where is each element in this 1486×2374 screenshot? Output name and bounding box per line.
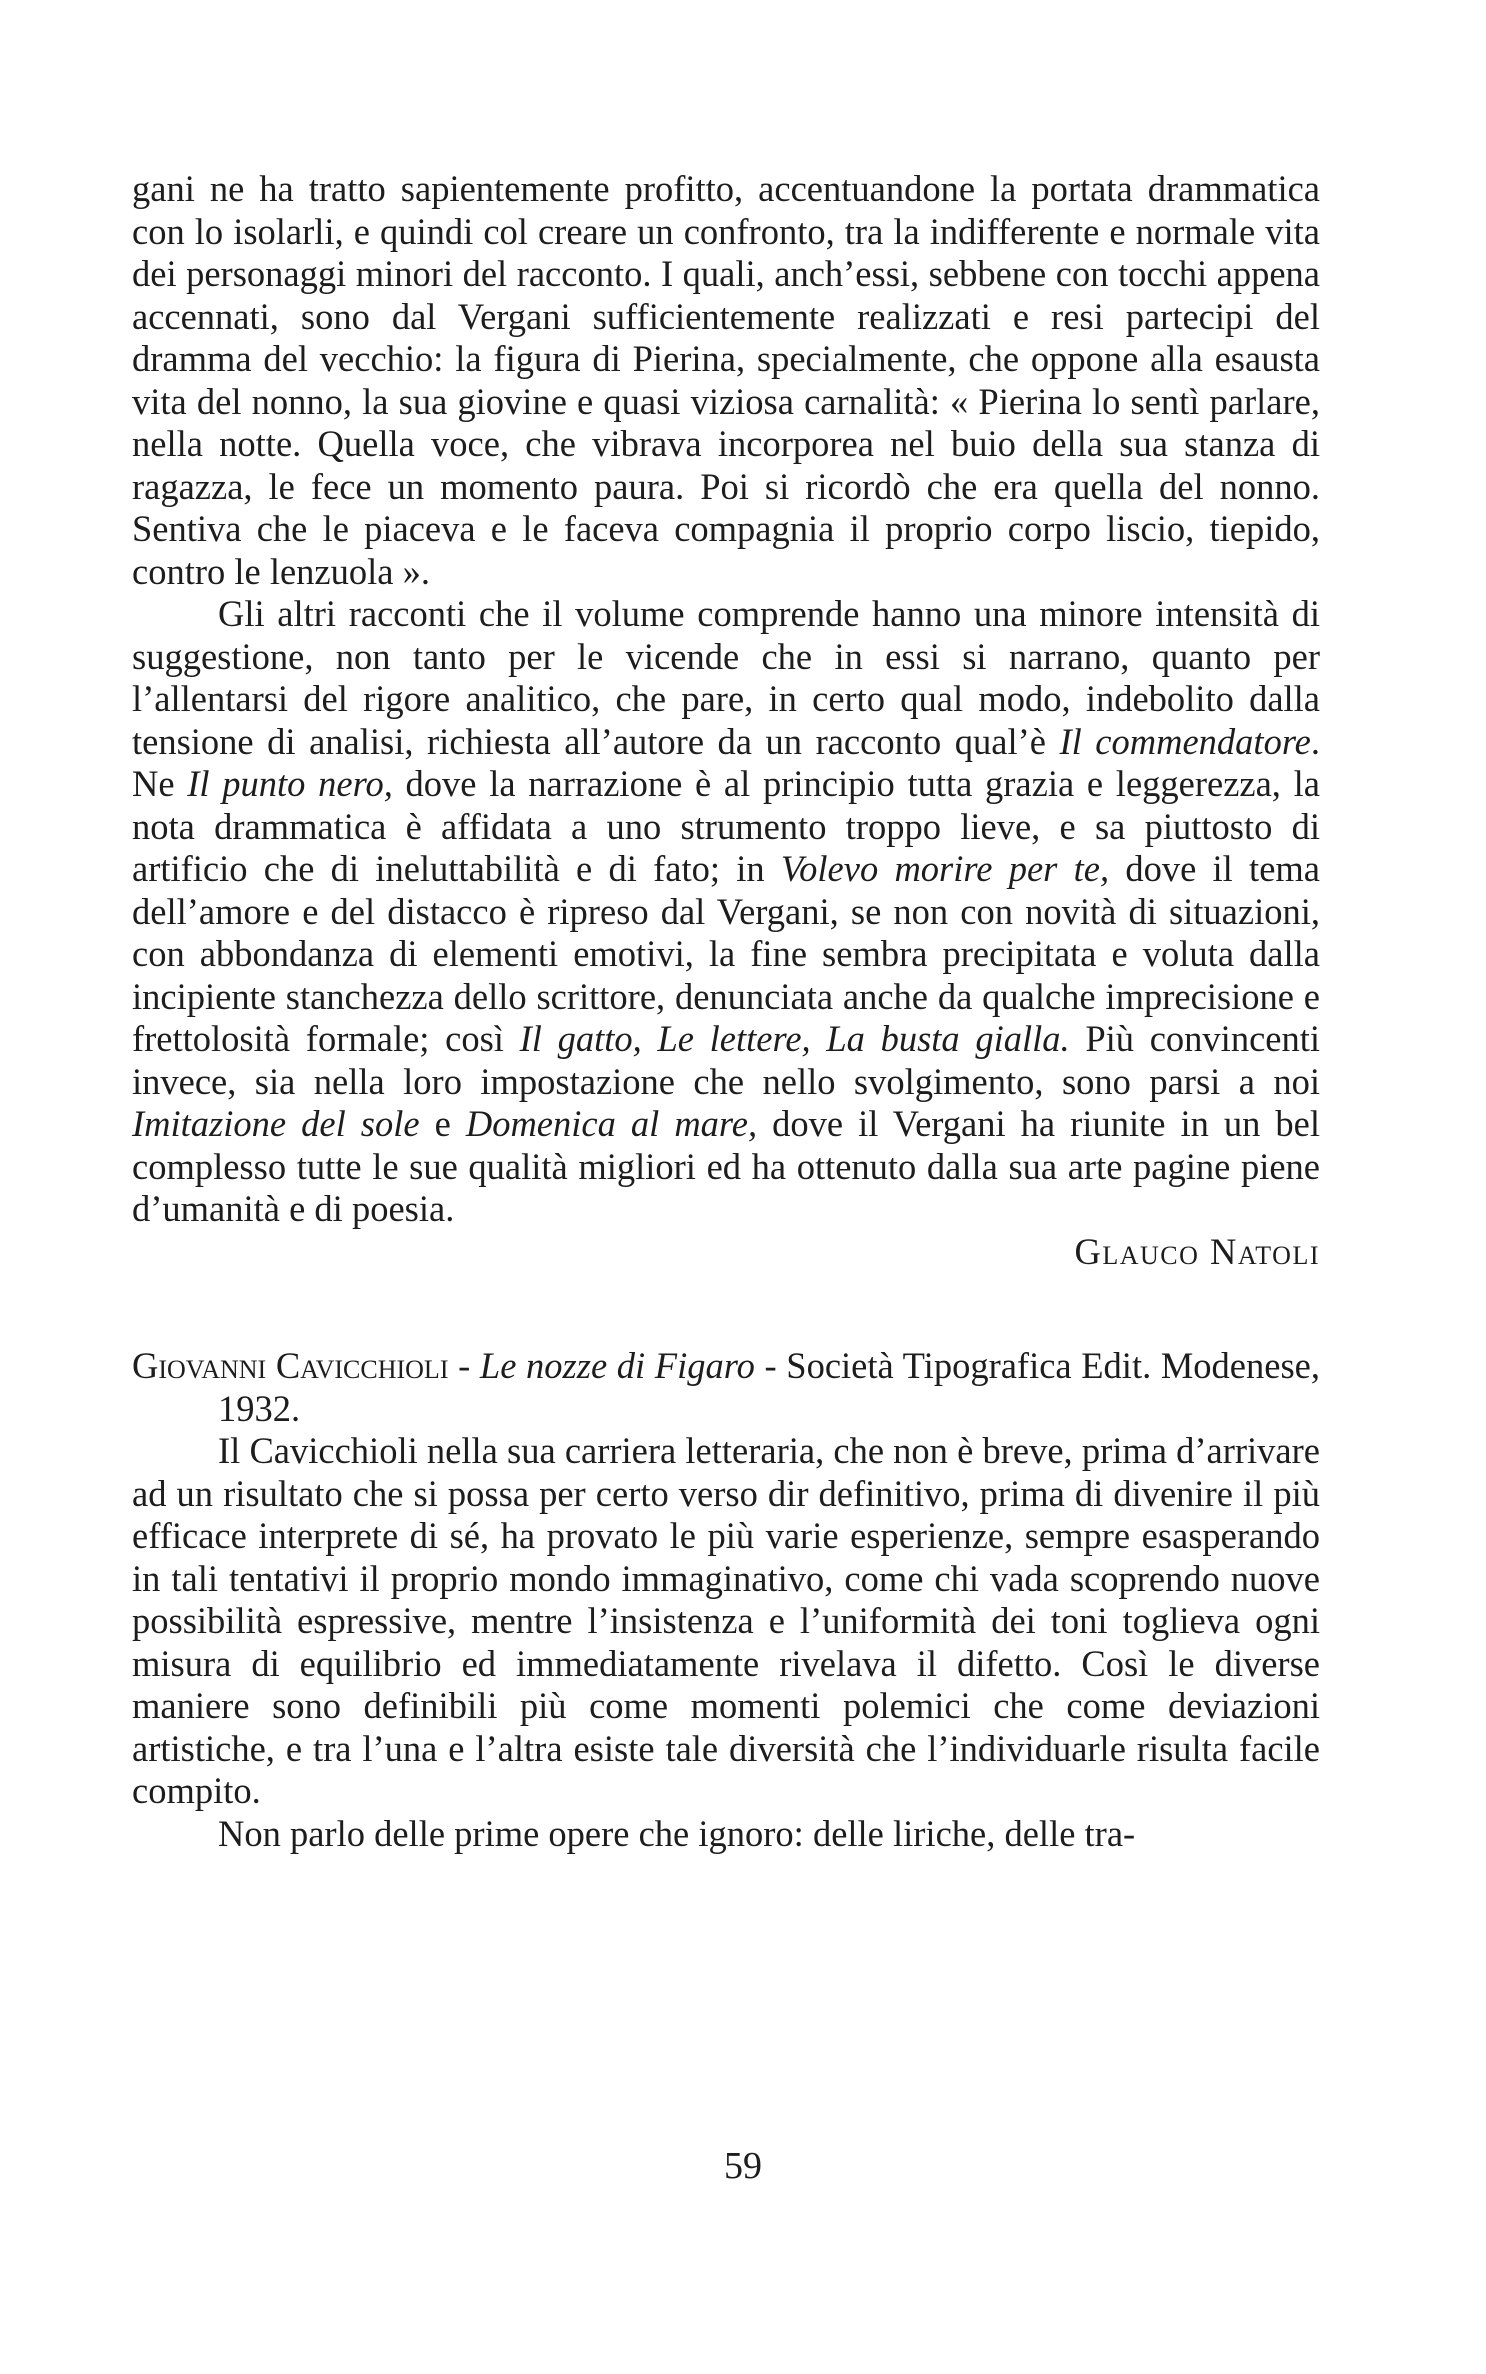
page-number: 59	[724, 2145, 762, 2187]
text-run: gani ne ha tratto sapientemente profitto, accentuandone la portata drammatica con lo isolarli, e quindi col creare un confronto, tra la indifferente e normale vita dei personaggi minori del racconto. I quali, anch’essi, sebbene con tocchi appena accennati, sono dal Vergani sufficientemente realizzati e resi partecipi del dramma del vecchio: la figura di Pierina, specialmente, che oppone alla esausta vita del nonno, la sua giovine e quasi viziosa carnalità: « Pierina lo sentì parlare, nella notte. Quella voce, che vibrava incorporea nel buio della sua stanza di ragazza, le fece un momento paura. Poi si ricordò che era quella del nonno. Sentiva che le piaceva e le faceva compagnia il proprio corpo liscio, tiepido, contro le lenzuola ».	[132, 168, 1320, 592]
book-title: Il commendatore	[1059, 720, 1311, 762]
separator: -	[754, 1345, 787, 1386]
book-title: Domenica al mare,	[465, 1103, 758, 1144]
review-cavicchioli	[132, 1345, 1320, 1855]
book-publisher: Società Tipografica Edit. Modenese, 1932.	[218, 1345, 1320, 1429]
section-gap	[132, 1273, 1320, 1345]
text-run: dove il Vergani ha riunite in un bel complesso tutte le sue qualità migliori ed ha ottenuto dalla sua arte pagine piene d’umanità e di poesia.	[132, 1103, 1321, 1229]
page-body	[132, 168, 1320, 1855]
text-run: dove la narrazione è al principio tutta grazia e leggerezza, la nota drammatica è affidata a uno strumento troppo lieve, e sa piuttosto di artificio che di ineluttabilità e di fato; in	[132, 763, 1320, 889]
text-run: Più convincenti invece, sia nella loro impostazione che nello svolgimento, sono parsi a noi	[132, 1018, 1320, 1102]
review-vergani	[132, 168, 1320, 1273]
text-run: dove il tema dell’amore e del distacco è ripreso dal Vergani, se non con novità di situazioni, con abbondanza di elementi emotivi, la fine sembra precipitata e voluta dalla incipiente stanchezza dello scrittore, denunciata anche da qualche imprecisione e frettolosità formale; così	[132, 848, 1320, 1059]
text-run: e	[419, 1103, 466, 1144]
book-title: Volevo morire per te,	[780, 848, 1110, 889]
book-title: Il punto nero,	[187, 763, 393, 804]
text-run: . Ne	[132, 720, 1320, 804]
review-paragraph: Il Cavicchioli nella sua carriera letteraria, che non è breve, prima d’arrivare ad un risultato che si possa per certo verso dir definitivo, prima di divenire il più efficace interprete di sé, ha provato le più varie esperienze, sempre esasperando in tali tentativi il proprio mondo immaginativo, come chi vada scoprendo nuove possibilità espressive, mentre l’insistenza e l’uniformità dei toni toglieva ogni misura di equilibrio ed immediatamente rivelava il difetto. Così le diverse maniere sono definibili più come momenti polemici che come deviazioni artistiche, e tra l’una e l’altra esiste tale diversità che l’individuarle risulta facile compito.	[132, 1430, 1320, 1811]
book-title: Le nozze di Figaro	[479, 1345, 755, 1386]
book-title: Imitazione del sole	[132, 1103, 420, 1144]
review-heading	[132, 1345, 1320, 1430]
text-run: Gli altri racconti che il volume comprende hanno una minore intensità di suggestione, non tanto per le vicende che in essi si narrano, quanto per l’allentarsi del rigore analitico, che pare, in certo qual modo, indebolito dalla tensione di analisi, richiesta all’autore da un racconto qual’è	[132, 593, 1320, 762]
review-paragraph	[132, 593, 1320, 1231]
review-paragraph	[132, 168, 1320, 593]
separator: -	[448, 1345, 480, 1386]
reviewer-signature: Glauco Natoli	[1074, 1230, 1320, 1272]
book-author: Giovanni Cavicchioli	[132, 1345, 449, 1386]
review-paragraph: Non parlo delle prime opere che ignoro: delle liriche, delle tra-	[218, 1812, 1136, 1854]
book-title: Il gatto, Le lettere, La busta gialla.	[519, 1018, 1070, 1059]
